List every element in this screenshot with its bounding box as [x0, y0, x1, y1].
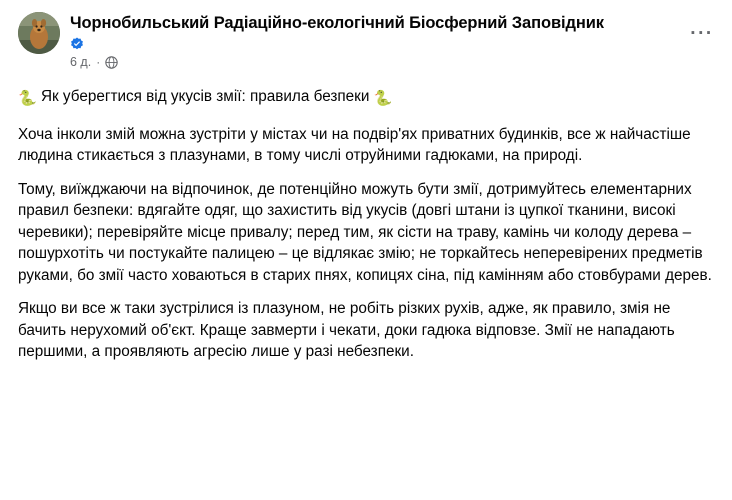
post-header	[18, 12, 714, 70]
post-paragraph: Якщо ви все ж таки зустрілися із плазуном, не робіть різких рухів, адже, як правило, змія не бачить нерухомий об'єкт. Краще завмерти і чекати, доки гадюка відповзе. Змії не нападають першими, а проявляють агресію лише у разі небезпеки.	[18, 300, 675, 360]
post-title-line	[18, 86, 714, 110]
snake-icon-left: 🐍	[18, 90, 37, 107]
snake-icon-right: 🐍	[373, 90, 393, 107]
meta-separator: ·	[96, 55, 101, 69]
post-meta	[70, 54, 714, 70]
avatar[interactable]	[18, 12, 60, 54]
verified-badge-icon	[70, 37, 84, 51]
globe-icon[interactable]	[105, 56, 118, 69]
post-paragraph: Тому, виїжджаючи на відпочинок, де потенційно можуть бути змії, дотримуйтесь елементарних правил безпеки: вдягайте одяг, що захистить від укусів (довгі штани із цупкої тканини, високі черевики); перевіряйте місце привалу; перед тим, як сісти на траву, камінь чи колоду дерева – пошурхотіть чи постукайте палицею – це відлякає змію; не торкайтесь неперевірених предметів руками, бо змії часто ховаються в старих пнях, копицях сіна, під камінням або стовбурами дерев.	[18, 180, 712, 284]
post-header-text	[70, 12, 714, 70]
more-options-button[interactable]	[686, 18, 718, 50]
post-timestamp[interactable]: 6 д.	[70, 55, 92, 69]
verified-row	[70, 34, 714, 51]
page-name[interactable]: Чорнобильський Радіаційно-екологічний Біосферний Заповідник	[70, 14, 604, 32]
page-name-row	[70, 13, 714, 33]
post-paragraph: Хоча інколи змій можна зустріти у містах чи на подвір'ях приватних будинків, все ж найчастіше людина стикається з плазунами, в тому числі отруйними гадюками, на природі.	[18, 125, 691, 164]
post-body	[18, 86, 714, 363]
more-options-label: ···	[690, 23, 714, 44]
post-title-text: Як уберегтися від укусів змії: правила безпеки	[40, 88, 370, 105]
